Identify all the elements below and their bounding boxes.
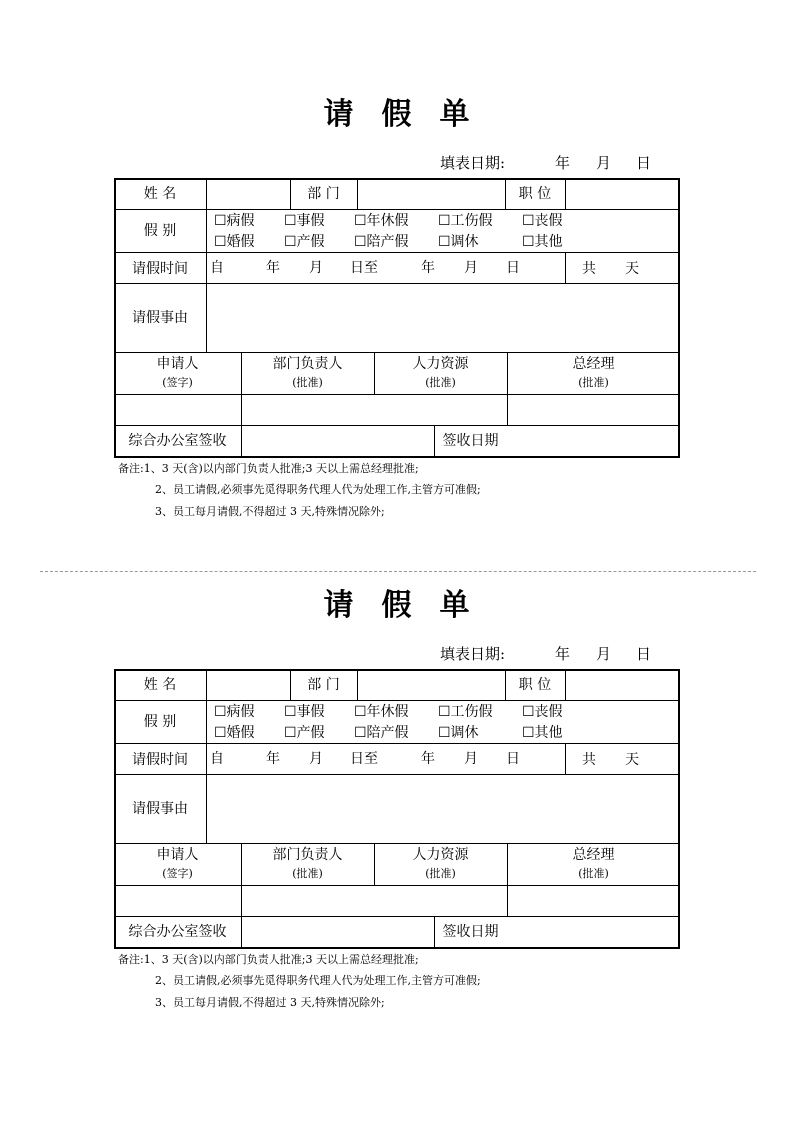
fill-date-year: 年 xyxy=(555,154,571,172)
checkbox-paternity-leave[interactable]: ☐陪产假 xyxy=(354,234,409,250)
hr-note: (批准) xyxy=(425,376,456,389)
note-3: 3、员工每月请假,不得超过 3 天,特殊情况除外; xyxy=(155,996,385,1009)
department-label: 部 门 xyxy=(307,677,340,693)
checkbox-compensatory-leave[interactable]: ☐调休 xyxy=(438,725,479,741)
hr-title: 人力资源 xyxy=(412,356,469,372)
applicant-title: 申请人 xyxy=(156,356,199,372)
checkbox-paternity-leave[interactable]: ☐陪产假 xyxy=(354,725,409,741)
time-year-2: 年 xyxy=(421,260,435,276)
note-1: 备注:1、3 天(含)以内部门负责人批准;3 天以上需总经理批准; xyxy=(118,953,419,966)
position-label: 职 位 xyxy=(518,677,552,693)
checkbox-injury-leave[interactable]: ☐工伤假 xyxy=(438,213,493,229)
name-label: 姓 名 xyxy=(143,186,177,202)
checkbox-maternity-leave[interactable]: ☐产假 xyxy=(284,234,325,250)
leave-time-label: 请假时间 xyxy=(132,752,188,768)
total-label: 共 xyxy=(582,752,596,768)
office-sign-label: 综合办公室签收 xyxy=(128,433,227,449)
checkbox-personal-leave[interactable]: ☐事假 xyxy=(284,704,325,720)
checkbox-personal-leave[interactable]: ☐事假 xyxy=(284,213,325,229)
position-label: 职 位 xyxy=(518,186,552,202)
gm-title: 总经理 xyxy=(572,847,615,863)
col-divider xyxy=(357,178,358,209)
checkbox-marriage-leave[interactable]: ☐婚假 xyxy=(214,725,255,741)
dept-head-note: (批准) xyxy=(292,376,323,389)
time-year-1: 年 xyxy=(266,751,280,767)
hr-note: (批准) xyxy=(425,867,456,880)
applicant-note: (签字) xyxy=(162,376,193,389)
col-divider xyxy=(206,774,207,843)
note-2: 2、员工请假,必须事先觅得职务代理人代为处理工作,主管方可准假; xyxy=(155,974,481,987)
checkbox-sick-leave[interactable]: ☐病假 xyxy=(214,704,255,720)
form-title: 请假单 xyxy=(323,588,498,623)
row-divider xyxy=(114,283,680,284)
fill-date-month: 月 xyxy=(596,645,612,663)
col-divider xyxy=(565,252,566,283)
note-3: 3、员工每月请假,不得超过 3 天,特殊情况除外; xyxy=(155,505,385,518)
row-divider xyxy=(114,885,680,886)
fill-date-label: 填表日期: xyxy=(440,154,506,172)
col-divider xyxy=(206,283,207,352)
time-month-2: 月 xyxy=(464,260,478,276)
time-day-2: 日 xyxy=(506,260,520,276)
days-label: 天 xyxy=(625,752,639,768)
checkbox-bereavement-leave[interactable]: ☐丧假 xyxy=(522,213,563,229)
leave-reason-label: 请假事由 xyxy=(132,801,188,817)
row-divider xyxy=(114,843,680,844)
leave-time-label: 请假时间 xyxy=(132,261,188,277)
checkbox-marriage-leave[interactable]: ☐婚假 xyxy=(214,234,255,250)
time-day-to: 日至 xyxy=(350,751,378,767)
checkbox-annual-leave[interactable]: ☐年休假 xyxy=(354,213,409,229)
dept-head-title: 部门负责人 xyxy=(272,356,343,372)
gm-note: (批准) xyxy=(578,867,609,880)
name-label: 姓 名 xyxy=(143,677,177,693)
row-divider xyxy=(114,394,680,395)
leave-type-label: 假 别 xyxy=(143,223,177,239)
fill-date-year: 年 xyxy=(555,645,571,663)
row-divider xyxy=(114,252,680,253)
office-sign-label: 综合办公室签收 xyxy=(128,924,227,940)
form-title: 请假单 xyxy=(323,97,498,132)
checkbox-annual-leave[interactable]: ☐年休假 xyxy=(354,704,409,720)
checkbox-compensatory-leave[interactable]: ☐调休 xyxy=(438,234,479,250)
fill-date-day: 日 xyxy=(636,645,652,663)
leave-type-label: 假 别 xyxy=(143,714,177,730)
fill-date-month: 月 xyxy=(596,154,612,172)
applicant-note: (签字) xyxy=(162,867,193,880)
time-day-2: 日 xyxy=(506,751,520,767)
row-divider xyxy=(114,700,680,701)
row-divider xyxy=(114,916,680,917)
col-divider xyxy=(241,916,242,949)
time-from: 自 xyxy=(210,260,224,276)
checkbox-injury-leave[interactable]: ☐工伤假 xyxy=(438,704,493,720)
note-2: 2、员工请假,必须事先觅得职务代理人代为处理工作,主管方可准假; xyxy=(155,483,481,496)
leave-form-1 xyxy=(0,0,793,518)
gm-title: 总经理 xyxy=(572,356,615,372)
row-divider xyxy=(114,743,680,744)
days-label: 天 xyxy=(625,261,639,277)
row-divider xyxy=(114,774,680,775)
col-divider xyxy=(565,669,566,700)
col-divider xyxy=(241,425,242,458)
note-1: 备注:1、3 天(含)以内部门负责人批准;3 天以上需总经理批准; xyxy=(118,462,419,475)
dept-head-note: (批准) xyxy=(292,867,323,880)
checkbox-other-leave[interactable]: ☐其他 xyxy=(522,725,563,741)
col-divider xyxy=(565,743,566,774)
time-from: 自 xyxy=(210,751,224,767)
checkbox-sick-leave[interactable]: ☐病假 xyxy=(214,213,255,229)
checkbox-maternity-leave[interactable]: ☐产假 xyxy=(284,725,325,741)
time-year-1: 年 xyxy=(266,260,280,276)
row-divider xyxy=(114,352,680,353)
leave-form-2 xyxy=(0,491,793,1009)
leave-table xyxy=(114,669,680,949)
hr-title: 人力资源 xyxy=(412,847,469,863)
col-divider xyxy=(206,669,207,774)
checkbox-other-leave[interactable]: ☐其他 xyxy=(522,234,563,250)
time-month-1: 月 xyxy=(309,260,323,276)
fill-date-label: 填表日期: xyxy=(440,645,506,663)
time-month-1: 月 xyxy=(309,751,323,767)
dept-head-title: 部门负责人 xyxy=(272,847,343,863)
total-label: 共 xyxy=(582,261,596,277)
applicant-title: 申请人 xyxy=(156,847,199,863)
col-divider xyxy=(357,669,358,700)
fill-date-day: 日 xyxy=(636,154,652,172)
checkbox-bereavement-leave[interactable]: ☐丧假 xyxy=(522,704,563,720)
time-day-to: 日至 xyxy=(350,260,378,276)
time-year-2: 年 xyxy=(421,751,435,767)
time-month-2: 月 xyxy=(464,751,478,767)
department-label: 部 门 xyxy=(307,186,340,202)
gm-note: (批准) xyxy=(578,376,609,389)
leave-reason-label: 请假事由 xyxy=(132,310,188,326)
col-divider xyxy=(206,178,207,283)
col-divider xyxy=(565,178,566,209)
receive-date-label: 签收日期 xyxy=(442,924,499,940)
leave-table xyxy=(114,178,680,458)
receive-date-label: 签收日期 xyxy=(442,433,499,449)
row-divider xyxy=(114,209,680,210)
row-divider xyxy=(114,425,680,426)
